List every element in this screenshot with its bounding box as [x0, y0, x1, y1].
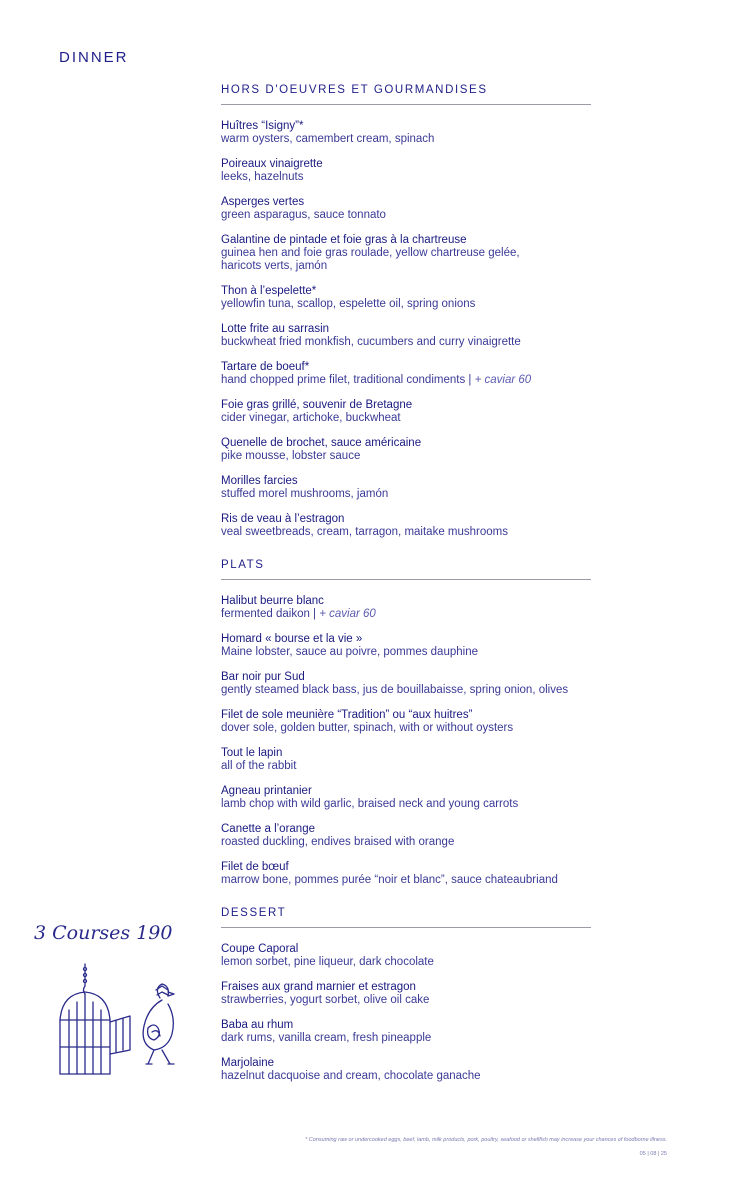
menu-item-description — [221, 171, 591, 184]
menu-item-description-text: guinea hen and foie gras roulade, yellow chartreuse gelée, haricots verts, jamón — [221, 247, 520, 272]
menu-item — [221, 709, 591, 735]
menu-item-description-text: dark rums, vanilla cream, fresh pineapple — [221, 1032, 432, 1044]
menu-item-description — [221, 526, 591, 539]
menu-list — [221, 84, 591, 1103]
menu-item-name: Filet de bœuf — [221, 861, 289, 873]
menu-item-description — [221, 209, 591, 222]
menu-item-description-text: dover sole, golden butter, spinach, with or without oysters — [221, 722, 514, 734]
courses-price: 3 Courses 190 — [34, 922, 173, 944]
menu-item — [221, 196, 591, 222]
page-title: DINNER — [59, 49, 129, 66]
menu-item-description — [221, 336, 591, 349]
menu-item — [221, 234, 591, 273]
section-title: DESSERT — [221, 907, 591, 928]
menu-item-description-text: cider vinegar, artichoke, buckwheat — [221, 412, 401, 424]
menu-item — [221, 633, 591, 659]
menu-item — [221, 671, 591, 697]
menu-item-description-text: pike mousse, lobster sauce — [221, 450, 361, 462]
menu-item-description — [221, 722, 591, 735]
menu-item-name: Thon à l’espelette* — [221, 285, 317, 297]
menu-item-description-text: green asparagus, sauce tonnato — [221, 209, 386, 221]
menu-item — [221, 437, 591, 463]
menu-item-description-text: veal sweetbreads, cream, tarragon, maitake mushrooms — [221, 526, 508, 538]
menu-item-name: Marjolaine — [221, 1057, 275, 1069]
menu-item — [221, 595, 591, 621]
menu-item-description-text: buckwheat fried monkfish, cucumbers and curry vinaigrette — [221, 336, 521, 348]
menu-item-name: Huîtres “Isigny”* — [221, 120, 304, 132]
menu-item-description-text: leeks, hazelnuts — [221, 171, 304, 183]
menu-item-name: Filet de sole meunière “Tradition” ou “aux huitres” — [221, 709, 473, 721]
menu-item — [221, 823, 591, 849]
menu-item-description-text: gently steamed black bass, jus de bouillabaisse, spring onion, olives — [221, 684, 569, 696]
menu-item-description — [221, 133, 591, 146]
menu-item — [221, 1019, 591, 1045]
menu-item-description-text: warm oysters, camembert cream, spinach — [221, 133, 435, 145]
menu-item-name: Poireaux vinaigrette — [221, 158, 323, 170]
menu-item-name: Asperges vertes — [221, 196, 305, 208]
menu-item — [221, 475, 591, 501]
menu-item — [221, 981, 591, 1007]
menu-item-name: Morilles farcies — [221, 475, 298, 487]
menu-item-name: Agneau printanier — [221, 785, 312, 797]
menu-item-description-text: hand chopped prime filet, traditional condiments | — [221, 374, 475, 386]
menu-item — [221, 513, 591, 539]
menu-item-description — [221, 994, 591, 1007]
menu-item-description — [221, 1032, 591, 1045]
menu-item-description — [221, 956, 591, 969]
menu-item-description-text: stuffed morel mushrooms, jamón — [221, 488, 389, 500]
menu-item — [221, 943, 591, 969]
menu-item — [221, 747, 591, 773]
menu-item-description-text: yellowfin tuna, scallop, espelette oil, spring onions — [221, 298, 476, 310]
menu-item — [221, 785, 591, 811]
menu-date: 05 | 08 | 25 — [639, 1151, 667, 1157]
menu-item-description-text: all of the rabbit — [221, 760, 297, 772]
menu-item-name: Foie gras grillé, souvenir de Bretagne — [221, 399, 413, 411]
menu-item-addon: + caviar 60 — [319, 608, 376, 620]
menu-item-name: Coupe Caporal — [221, 943, 299, 955]
menu-item-name: Fraises aux grand marnier et estragon — [221, 981, 416, 993]
section-title: PLATS — [221, 559, 591, 580]
menu-item-description-text: fermented daikon | — [221, 608, 320, 620]
menu-item-description-text: hazelnut dacquoise and cream, chocolate ganache — [221, 1070, 481, 1082]
menu-item-description — [221, 684, 591, 697]
menu-item-description — [221, 874, 591, 887]
birdcage-bird-icon — [52, 962, 187, 1092]
menu-item — [221, 285, 591, 311]
menu-item-description — [221, 760, 591, 773]
menu-item-description-text: Maine lobster, sauce au poivre, pommes dauphine — [221, 646, 478, 658]
menu-item-description — [221, 298, 591, 311]
menu-item-name: Tartare de boeuf* — [221, 361, 310, 373]
menu-item-description-text: strawberries, yogurt sorbet, olive oil cake — [221, 994, 430, 1006]
menu-item — [221, 158, 591, 184]
menu-section — [221, 84, 591, 539]
section-title: HORS D'OEUVRES ET GOURMANDISES — [221, 84, 591, 105]
menu-item-name: Tout le lapin — [221, 747, 283, 759]
menu-item-description — [221, 836, 591, 849]
menu-item-name: Homard « bourse et la vie » — [221, 633, 363, 645]
menu-item-name: Canette a l’orange — [221, 823, 315, 835]
menu-item-name: Quenelle de brochet, sauce américaine — [221, 437, 422, 449]
menu-item-description-text: lamb chop with wild garlic, braised neck and young carrots — [221, 798, 519, 810]
menu-item-description — [221, 450, 591, 463]
menu-item-description — [221, 374, 591, 387]
menu-item — [221, 361, 591, 387]
menu-item-name: Ris de veau à l’estragon — [221, 513, 345, 525]
menu-item-name: Bar noir pur Sud — [221, 671, 305, 683]
menu-item-description — [221, 412, 591, 425]
menu-item — [221, 1057, 591, 1083]
menu-item-description-text: lemon sorbet, pine liqueur, dark chocolate — [221, 956, 434, 968]
menu-item — [221, 399, 591, 425]
menu-item-description — [221, 646, 591, 659]
menu-item-description — [221, 608, 591, 621]
menu-item-description — [221, 247, 591, 273]
menu-item — [221, 120, 591, 146]
menu-item-name: Halibut beurre blanc — [221, 595, 324, 607]
menu-item-name: Baba au rhum — [221, 1019, 294, 1031]
footnote: * Consuming raw or undercooked eggs, beef, lamb, milk products, pork, poultry, seafood or shellfish may increase your chances of foodborne illness. — [305, 1137, 667, 1143]
menu-item-name: Galantine de pintade et foie gras à la chartreuse — [221, 234, 467, 246]
menu-item-description-text: marrow bone, pommes purée “noir et blanc”, sauce chateaubriand — [221, 874, 558, 886]
menu-item-description — [221, 488, 591, 501]
menu-section — [221, 907, 591, 1083]
menu-item-description — [221, 1070, 591, 1083]
menu-item-name: Lotte frite au sarrasin — [221, 323, 330, 335]
menu-item-description-text: roasted duckling, endives braised with orange — [221, 836, 455, 848]
menu-item-addon: + caviar 60 — [474, 374, 532, 386]
menu-item-description — [221, 798, 591, 811]
menu-section — [221, 559, 591, 887]
menu-item — [221, 861, 591, 887]
menu-item — [221, 323, 591, 349]
